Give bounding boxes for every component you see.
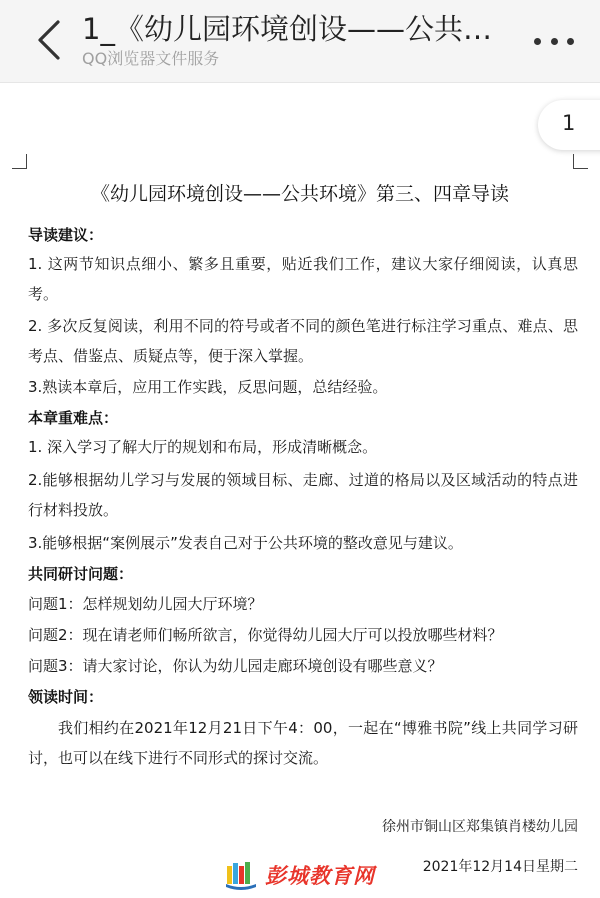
signature-date: 2021年12月14日星期二 (422, 859, 578, 875)
paragraph: 2. 多次反复阅读，利用不同的符号或者不同的颜色笔进行标注学习重点、难点、思考点、借鉴点、质疑点等，便于深入掌握。 (28, 317, 578, 365)
crop-mark-right (573, 154, 588, 169)
page-title: 1_《幼儿园环境创设——公共… (82, 12, 492, 46)
paragraph: 我们相约在2021年12月21日下午4：00，一起在“博雅书院”线上共同学习研讨，也可以在线下进行不同形式的探讨交流。 (28, 719, 578, 767)
signature-organization: 徐州市铜山区郑集镇肖楼幼儿园 (382, 819, 578, 835)
page-subtitle: QQ浏览器文件服务 (82, 49, 220, 68)
section-heading-reading-advice: 导读建议： (28, 226, 104, 244)
book-icon (225, 860, 257, 890)
paragraph: 1. 这两节知识点细小、繁多且重要，贴近我们工作，建议大家仔细阅读，认真思考。 (28, 255, 578, 303)
question-item: 问题1：怎样规划幼儿园大厅环境？ (28, 595, 263, 613)
top-bar (0, 0, 600, 83)
section-heading-key-points: 本章重难点： (28, 409, 119, 427)
page-number-badge (538, 100, 600, 150)
page-number: 1 (562, 111, 576, 135)
paragraph: 1. 深入学习了解大厅的规划和布局，形成清晰概念。 (28, 438, 378, 456)
paragraph: 2.能够根据幼儿学习与发展的领域目标、走廊、过道的格局以及区域活动的特点进行材料投放。 (28, 471, 578, 519)
section-heading-reading-time: 领读时间： (28, 688, 104, 706)
back-arrow-icon[interactable] (34, 18, 68, 62)
more-menu-icon[interactable] (534, 36, 574, 46)
document-title: 《幼儿园环境创设——公共环境》第三、四章导读 (90, 183, 509, 205)
watermark-text: 彭城教育网 (265, 864, 375, 888)
question-item: 问题3：请大家讨论，你认为幼儿园走廊环境创设有哪些意义？ (28, 657, 443, 675)
paragraph: 3.能够根据“案例展示”发表自己对于公共环境的整改意见与建议。 (28, 534, 463, 552)
question-item: 问题2：现在请老师们畅所欲言，你觉得幼儿园大厅可以投放哪些材料？ (28, 626, 503, 644)
section-heading-discussion: 共同研讨问题： (28, 565, 134, 583)
watermark-logo (225, 858, 375, 892)
paragraph: 3.熟读本章后，应用工作实践，反思问题，总结经验。 (28, 378, 388, 396)
crop-mark-left (12, 154, 27, 169)
